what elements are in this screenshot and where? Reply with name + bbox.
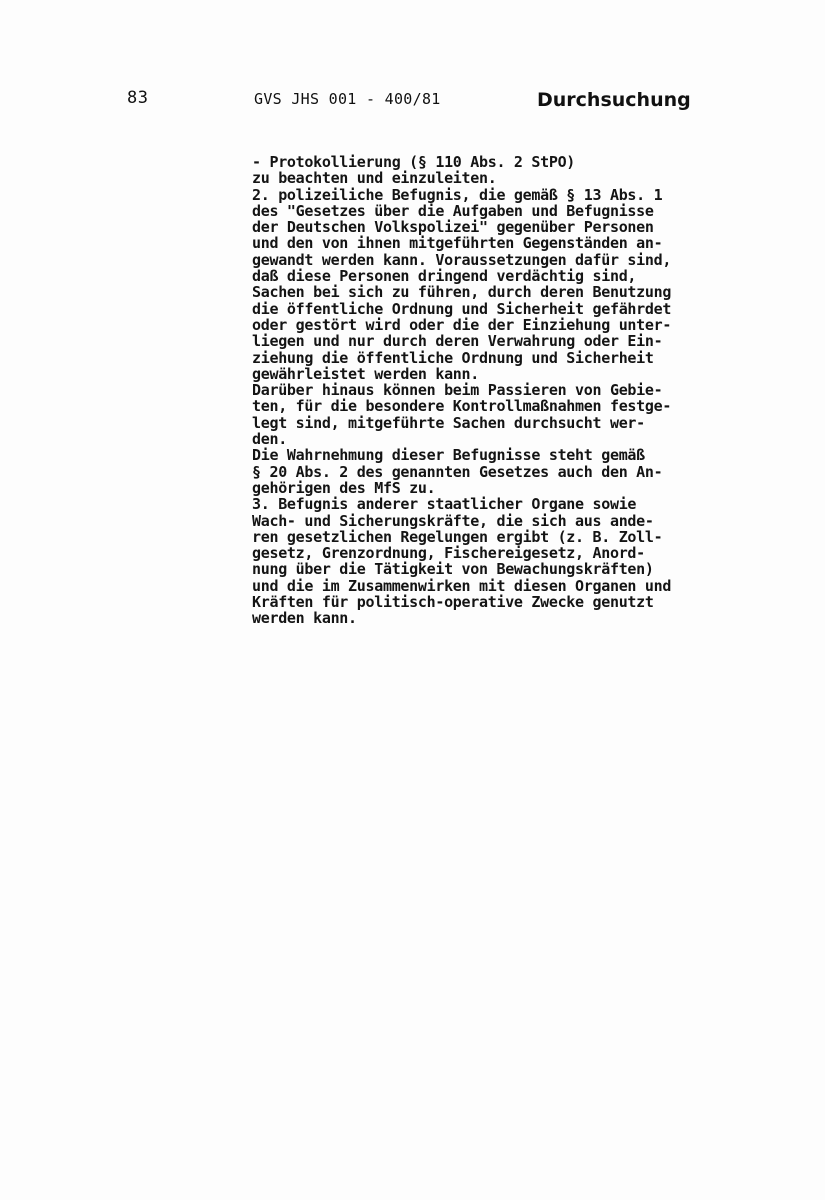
text-line: Die Wahrnehmung dieser Befugnisse steht gemäß [252, 446, 645, 465]
text-line: Kräften für politisch-operative Zwecke genutzt [252, 593, 654, 612]
body-text [252, 154, 752, 627]
text-line: nung über die Tätigkeit von Bewachungskräften) [252, 560, 654, 579]
text-line: 3. Befugnis anderer staatlicher Organe sowie [252, 495, 637, 514]
text-line: Wach- und Sicherungskräfte, die sich aus ande- [252, 511, 654, 530]
text-line: gewandt werden kann. Voraussetzungen dafür sind, [252, 250, 672, 269]
text-line: legt sind, mitgeführte Sachen durchsucht wer- [252, 413, 645, 432]
section-title: Durchsuchung [537, 89, 691, 111]
text-line: ten, für die besondere Kontrollmaßnahmen festge- [252, 397, 672, 416]
text-line: und die im Zusammenwirken mit diesen Organen und [252, 576, 672, 595]
text-line: liegen und nur durch deren Verwahrung oder Ein- [252, 332, 663, 351]
text-line: des "Gesetzes über die Aufgaben und Befugnisse [252, 201, 654, 220]
text-line: ren gesetzlichen Regelungen ergibt (z. B. Zoll- [252, 527, 663, 546]
text-line: gesetz, Grenzordnung, Fischereigesetz, Anord- [252, 544, 645, 563]
text-line: zu beachten und einzuleiten. [252, 169, 497, 188]
document-reference: GVS JHS 001 - 400/81 [254, 90, 441, 108]
text-line: daß diese Personen dringend verdächtig sind, [252, 267, 637, 286]
text-line: 2. polizeiliche Befugnis, die gemäß § 13 Abs. 1 [252, 185, 663, 204]
text-line: ziehung die öffentliche Ordnung und Sicherheit [252, 348, 654, 367]
text-line: Sachen bei sich zu führen, durch deren Benutzung [252, 283, 672, 302]
text-line: die öffentliche Ordnung und Sicherheit gefährdet [252, 299, 672, 318]
text-line: § 20 Abs. 2 des genannten Gesetzes auch den An- [252, 462, 663, 481]
text-line: den. [252, 430, 287, 449]
text-line: oder gestört wird oder die der Einziehung unter- [252, 315, 672, 334]
text-line: gewährleistet werden kann. [252, 364, 480, 383]
page-number: 83 [127, 88, 149, 108]
text-line: werden kann. [252, 609, 357, 628]
text-line: und den von ihnen mitgeführten Gegenständen an- [252, 234, 663, 253]
text-line: der Deutschen Volkspolizei" gegenüber Personen [252, 218, 654, 237]
text-line: Darüber hinaus können beim Passieren von Gebie- [252, 381, 663, 400]
text-line: gehörigen des MfS zu. [252, 478, 436, 497]
text-line: - Protokollierung (§ 110 Abs. 2 StPO) [252, 153, 576, 171]
